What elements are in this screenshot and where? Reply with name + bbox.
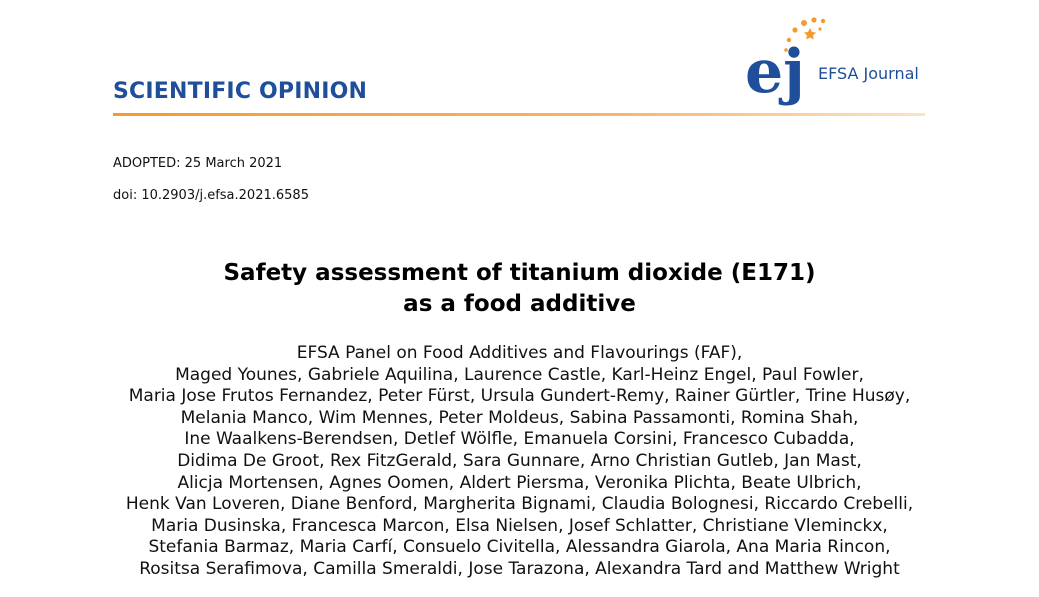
author-line: Maria Jose Frutos Fernandez, Peter Fürst, Ursula Gundert-Remy, Rainer Gürtler, Trine Husøy, [128,386,911,407]
author-line: Henk Van Loveren, Diane Benford, Margherita Bignami, Claudia Bolognesi, Riccardo Crebelli, [125,494,914,515]
author-line: Alicja Mortensen, Agnes Oomen, Aldert Piersma, Veronika Plichta, Beate Ulbrich, [177,472,862,493]
author-line: Maria Dusinska, Francesca Marcon, Elsa Nielsen, Josef Schlatter, Christiane Vleminckx, [151,515,888,536]
author-list [0,343,1039,581]
author-line: Maged Younes, Gabriele Aquilina, Laurence Castle, Karl-Heinz Engel, Paul Fowler, [175,364,864,385]
author-line: Stefania Barmaz, Maria Carfí, Consuelo Civitella, Alessandra Giarola, Ana Maria Rincon, [148,537,891,558]
doi-link[interactable]: doi: 10.2903/j.efsa.2021.6585 [113,188,309,203]
title-line-1: Safety assessment of titanium dioxide (E171) [223,260,816,286]
section-label: SCIENTIFIC OPINION [113,79,368,104]
author-line: Rositsa Serafimova, Camilla Smeraldi, Jose Tarazona, Alexandra Tard and Matthew Wright [139,558,900,579]
document-title [0,258,1039,320]
author-line: Didima De Groot, Rex FitzGerald, Sara Gunnare, Arno Christian Gutleb, Jan Mast, [177,450,862,471]
journal-name: EFSA Journal [818,64,919,83]
title-line-2: as a food additive [403,291,636,317]
author-line: EFSA Panel on Food Additives and Flavourings (FAF), [296,343,743,363]
author-line: Melania Manco, Wim Mennes, Peter Moldeus, Sabina Passamonti, Romina Shah, [180,407,859,428]
adopted-date: ADOPTED: 25 March 2021 [113,156,283,171]
author-line: Ine Waalkens-Berendsen, Detlef Wölfle, Emanuela Corsini, Francesco Cubadda, [184,429,855,450]
logo-mark: ej [745,37,805,107]
